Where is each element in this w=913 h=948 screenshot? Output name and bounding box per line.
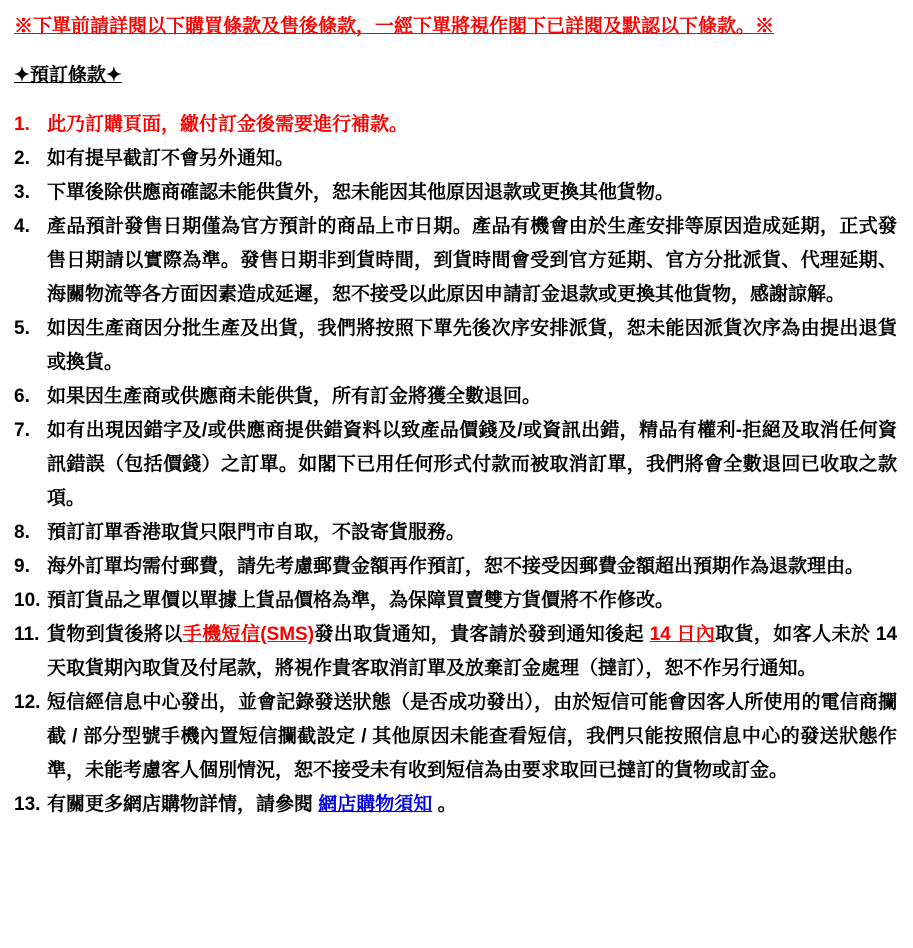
term-text: 海外訂單均需付郵費，請先考慮郵費金額再作預訂，恕不接受因郵費金額超出預期作為退款理由。 <box>47 556 865 577</box>
term-item-10 <box>14 584 897 618</box>
section-header-preorder-terms: ✦預訂條款✦ <box>14 65 122 86</box>
term-text: 產品預計發售日期僅為官方預計的商品上市日期。產品有機會由於生產安排等原因造成延期，正式發售日期請以實際為準。發售日期非到貨時間，到貨時間會受到官方延期、官方分批派貨、代理延期、海關物流等各方面因素造成延遲，恕不接受以此原因申請訂金退款或更換其他貨物，感謝諒解。 <box>47 216 897 305</box>
term-text: 短信經信息中心發出，並會記錄發送狀態（是否成功發出），由於短信可能會因客人所使用的電信商攔截 / 部分型號手機內置短信攔截設定 / 其他原因未能查看短信，我們只能按照信息中心的發送狀態作準，未能考慮客人個別情況，恕不接受未有收到短信為由要求取回已撻訂的貨物或訂金。 <box>47 692 897 781</box>
term-text: 如有提早截訂不會另外通知。 <box>47 148 295 169</box>
term-text: 預訂訂單香港取貨只限門市自取，不設寄貨服務。 <box>47 522 466 543</box>
term-text: 如有出現因錯字及/或供應商提供錯資料以致產品價錢及/或資訊出錯，精品有權利-拒絕及取消任何資訊錯誤（包括價錢）之訂單。如閣下已用任何形式付款而被取消訂單，我們將會全數退回已收取之款項。 <box>47 420 897 509</box>
term-text-segment: 有關更多網店購物詳情，請參閱 <box>47 794 319 815</box>
term-item-8 <box>14 516 897 550</box>
term-item-13 <box>14 788 897 822</box>
term-number: 6. <box>14 386 30 407</box>
term-item-9 <box>14 550 897 584</box>
term-number: 1. <box>14 114 30 135</box>
terms-list <box>14 108 897 822</box>
term-text <box>47 788 897 822</box>
term-number: 8. <box>14 522 30 543</box>
store-shopping-guide-link[interactable]: 網店購物須知 <box>318 794 433 815</box>
term-text-segment: 。 <box>432 794 457 815</box>
term-item-4 <box>14 210 897 312</box>
sms-highlight: 手機短信(SMS) <box>182 624 315 645</box>
term-text: 如果因生產商或供應商未能供貨，所有訂金將獲全數退回。 <box>47 386 542 407</box>
term-number: 13. <box>14 794 41 815</box>
term-number: 4. <box>14 216 30 237</box>
term-number: 9. <box>14 556 30 577</box>
term-number: 11. <box>14 624 40 645</box>
term-item-12 <box>14 686 897 788</box>
term-item-11 <box>14 618 897 686</box>
term-text: 此乃訂購頁面，繳付訂金後需要進行補款。 <box>47 114 409 135</box>
term-item-6 <box>14 380 897 414</box>
term-text: 預訂貨品之單價以單據上貨品價格為準，為保障買賣雙方貨價將不作修改。 <box>47 590 675 611</box>
term-text <box>47 618 897 686</box>
term-number: 7. <box>14 420 30 441</box>
term-item-1 <box>14 108 897 142</box>
term-number: 2. <box>14 148 30 169</box>
term-item-7 <box>14 414 897 516</box>
term-item-2 <box>14 142 897 176</box>
term-number: 12. <box>14 692 41 713</box>
term-text-segment: 發出取貨通知，貴客請於發到通知後起 <box>314 624 650 645</box>
term-text: 下單後除供應商確認未能供貨外，恕未能因其他原因退款或更換其他貨物。 <box>47 182 675 203</box>
notice-title: ※下單前請詳閱以下購買條款及售後條款，一經下單將視作閣下已詳閱及默認以下條款。※ <box>14 16 775 37</box>
term-text: 如因生產商因分批生產及出貨，我們將按照下單先後次序安排派貨，恕未能因派貨次序為由提出退貨或換貨。 <box>47 318 897 373</box>
term-item-5 <box>14 312 897 380</box>
term-number: 3. <box>14 182 30 203</box>
term-number: 5. <box>14 318 30 339</box>
term-text-segment: 取貨，如客人未於 14 天取貨期內取貨及付尾款，將視作貴客取消訂單及放棄訂金處理（撻訂），恕不作另行通知。 <box>47 624 898 679</box>
term-number: 10. <box>14 590 41 611</box>
term-text-segment: 貨物到貨後將以 <box>47 624 183 645</box>
term-item-3 <box>14 176 897 210</box>
deadline-highlight: 14 日內 <box>649 624 716 645</box>
